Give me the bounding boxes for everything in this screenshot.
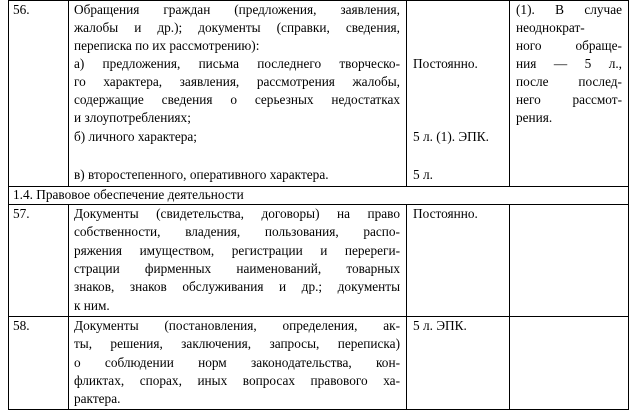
description-line: в) второстепенного, оперативного характера. [74, 167, 329, 182]
description-line: собственности, владения, пользования, распо- [74, 224, 400, 239]
description-line: содержащие сведения о серьезных недостатках [74, 92, 400, 107]
retention-term: 5 л. (1). ЭПК. [413, 129, 489, 144]
column-divider [68, 204, 69, 410]
retention-term: 5 л. ЭПК. [413, 318, 467, 333]
column-divider [509, 204, 510, 410]
note-line: ния — 5 л., [516, 56, 622, 71]
description-line: б) личного характера; [74, 129, 197, 144]
column-divider [406, 204, 407, 410]
description-line: фликтах, спорах, иных вопросах правового ха- [74, 373, 400, 388]
description-line: ряжения имуществом, регистрации и перереги- [74, 243, 400, 258]
description-line: о соблюдении норм законодательства, кон- [74, 355, 400, 370]
retention-term: 5 л. [413, 167, 433, 182]
description-line: Обращения граждан (предложения, заявления, [74, 2, 400, 17]
retention-term: Постоянно. [413, 206, 478, 221]
table-border-left [8, 0, 9, 410]
retention-term: Постоянно. [413, 56, 478, 71]
column-divider [68, 0, 69, 187]
table-border-right [628, 0, 629, 410]
column-divider [406, 0, 407, 187]
description-line: а) предложения, письма последнего творческо- [74, 56, 400, 71]
note-line: неоднократ- [516, 20, 585, 35]
description-line: Документы (постановления, определения, ак- [74, 318, 400, 333]
note-line: рения. [516, 110, 553, 125]
description-line: ты, решения, заключения, запросы, переписка) [74, 336, 400, 351]
note-line: ного обраще- [516, 38, 622, 53]
row-number: 57. [13, 206, 30, 221]
description-line: переписка по их рассмотрению): [74, 38, 260, 53]
note-line: него рассмот- [516, 92, 622, 107]
description-line: страции фирменных наименований, товарных [74, 261, 400, 276]
description-line: жалобы и др.); документы (справки, сведения, [74, 20, 400, 35]
note-line: (1). В случае [516, 2, 622, 17]
description-line: го характера, заявления, рассмотрения жалобы, [74, 74, 400, 89]
description-line: Документы (свидетельства, договоры) на право [74, 206, 400, 221]
note-line: после послед- [516, 74, 622, 89]
row-number: 58. [13, 318, 30, 333]
description-line: к ним. [74, 298, 110, 313]
description-line: рактера. [74, 391, 121, 406]
row-number: 56. [13, 2, 30, 17]
column-divider [509, 0, 510, 187]
section-heading: 1.4. Правовое обеспечение деятельности [13, 187, 244, 202]
description-line: знаков, знаков обслуживания и др.; документы [74, 279, 400, 294]
table-border-bottom [8, 409, 628, 410]
description-line: и злоупотреблениях; [74, 110, 191, 125]
